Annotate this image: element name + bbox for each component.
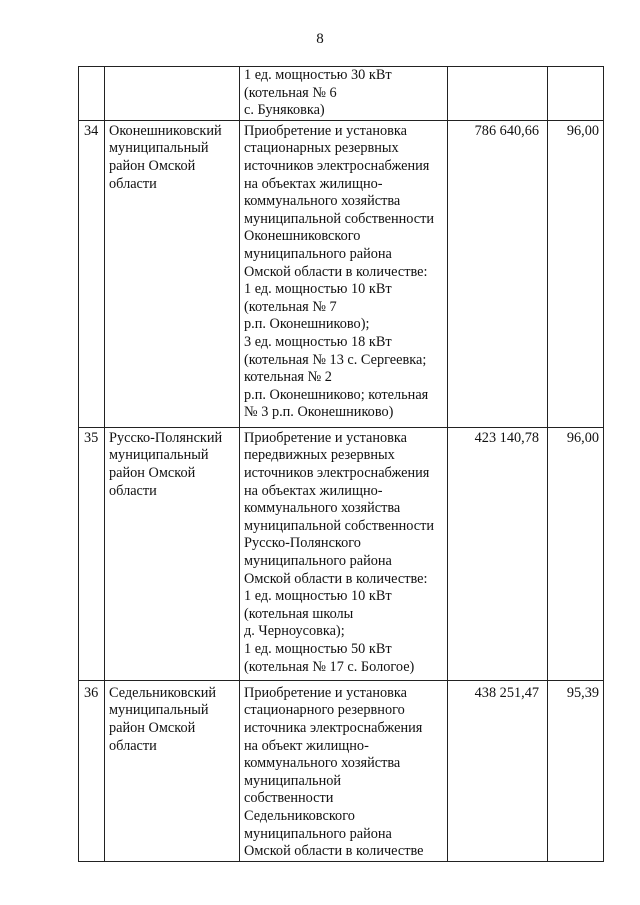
description-line: р.п. Оконешниково); xyxy=(244,316,370,333)
district-line: Оконешниковский xyxy=(109,122,222,139)
description-line: на объектах жилищно- xyxy=(244,482,383,499)
description-line: с. Буняковка) xyxy=(244,102,325,119)
table-row xyxy=(79,680,604,861)
description-line: котельная № 2 xyxy=(244,369,332,386)
percent-cell: 96,00 xyxy=(548,120,604,427)
table-row xyxy=(79,427,604,680)
page-number: 8 xyxy=(316,31,324,47)
description-line: стационарного резервного xyxy=(244,702,405,719)
district-line: район Омской xyxy=(109,464,196,481)
description-line: передвижных резервных xyxy=(244,447,395,464)
description-line: 3 ед. мощностью 18 кВт xyxy=(244,333,392,350)
description-line: Приобретение и установка xyxy=(244,122,407,139)
description-line: р.п. Оконешниково; котельная xyxy=(244,386,429,403)
description-line: источников электроснабжения xyxy=(244,157,430,174)
table-row xyxy=(79,67,604,121)
description-line: Омской области в количестве xyxy=(244,843,424,860)
row-number xyxy=(79,67,105,121)
description-line: 1 ед. мощностью 10 кВт xyxy=(244,588,392,605)
district-line: Русско-Полянский xyxy=(109,429,223,446)
description-line: муниципального района xyxy=(244,552,392,569)
row-number: 36 xyxy=(79,680,105,861)
description-line: на объект жилищно- xyxy=(244,737,369,754)
description-line: муниципальной xyxy=(244,772,342,789)
percent-cell xyxy=(548,67,604,121)
description-line: коммунального хозяйства xyxy=(244,193,401,210)
amount-cell: 423 140,78 xyxy=(448,427,548,680)
description-line: Русско-Полянского xyxy=(244,535,361,552)
description-line: (котельная № 7 xyxy=(244,298,337,315)
description-line: коммунального хозяйства xyxy=(244,755,401,772)
description-line: источника электроснабжения xyxy=(244,719,423,736)
description-line: источников электроснабжения xyxy=(244,464,430,481)
district-line: муниципальный xyxy=(109,447,209,464)
description-line: д. Черноусовка); xyxy=(244,623,345,640)
description-line: 1 ед. мощностью 50 кВт xyxy=(244,640,392,657)
description-line: стационарных резервных xyxy=(244,140,399,157)
description-line: Оконешниковского xyxy=(244,228,361,245)
district-line: Седельниковский xyxy=(109,684,217,701)
description-line: (котельная школы xyxy=(244,605,354,622)
description-line: (котельная № 6 xyxy=(244,84,337,101)
amount-cell xyxy=(448,67,548,121)
description-line: муниципальной собственности xyxy=(244,517,435,534)
description-line: на объектах жилищно- xyxy=(244,175,383,192)
percent-cell: 95,39 xyxy=(548,680,604,861)
percent-cell: 96,00 xyxy=(548,427,604,680)
description-line: муниципального района xyxy=(244,245,392,262)
district-line: области xyxy=(109,175,157,192)
district-line: район Омской xyxy=(109,157,196,174)
district-line: области xyxy=(109,737,157,754)
row-number: 34 xyxy=(79,120,105,427)
district-cell xyxy=(105,67,240,121)
row-number: 35 xyxy=(79,427,105,680)
description-cell xyxy=(240,427,448,680)
description-line: коммунального хозяйства xyxy=(244,500,401,517)
district-line: муниципальный xyxy=(109,140,209,157)
description-line: Приобретение и установка xyxy=(244,684,407,701)
description-cell xyxy=(240,120,448,427)
description-line: муниципальной собственности xyxy=(244,210,435,227)
description-line: № 3 р.п. Оконешниково) xyxy=(244,404,394,421)
district-line: район Омской xyxy=(109,719,196,736)
description-line: Седельниковского xyxy=(244,807,355,824)
district-cell xyxy=(105,120,240,427)
description-line: Приобретение и установка xyxy=(244,429,407,446)
district-line: муниципальный xyxy=(109,702,209,719)
description-line: собственности xyxy=(244,790,334,807)
table-row xyxy=(79,120,604,427)
amount-cell: 438 251,47 xyxy=(448,680,548,861)
district-cell xyxy=(105,680,240,861)
description-line: муниципального района xyxy=(244,825,392,842)
description-line: 1 ед. мощностью 10 кВт xyxy=(244,281,392,298)
description-line: 1 ед. мощностью 30 кВт xyxy=(244,67,392,83)
district-line: области xyxy=(109,482,157,499)
amount-cell: 786 640,66 xyxy=(448,120,548,427)
districts-table xyxy=(78,66,604,862)
description-line: Омской области в количестве: xyxy=(244,263,428,280)
district-cell xyxy=(105,427,240,680)
description-cell xyxy=(240,67,448,121)
description-line: Омской области в количестве: xyxy=(244,570,428,587)
description-line: (котельная № 17 с. Бологое) xyxy=(244,658,415,675)
description-line: (котельная № 13 с. Сергеевка; xyxy=(244,351,427,368)
description-cell xyxy=(240,680,448,861)
